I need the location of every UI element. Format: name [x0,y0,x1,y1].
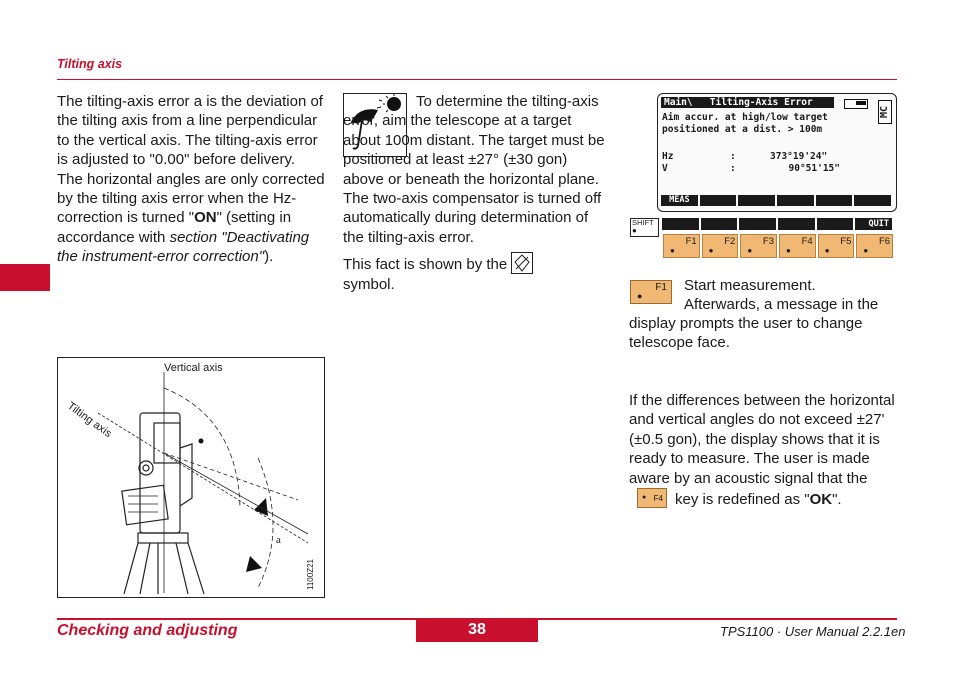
f2-key[interactable]: F2 ● [702,234,739,258]
v-label: V [662,163,668,174]
f1-key[interactable]: F1 ● [663,234,700,258]
ok-value: OK [809,491,833,509]
intro-text [57,92,329,267]
v-separator: : [730,163,736,174]
vertical-axis-label: Vertical axis [164,362,223,374]
display-line-1: Aim accur. at high/low target [662,112,828,123]
function-keys [663,234,893,258]
section-reference: section "Deactivating the instrument-error correction" [57,228,310,266]
procedure-paragraph: To determine the tilting-axis error, aim the telescope at a target about 100m distant. The target must be positioned at least ±27° (±30 gon) above or beneath the horizontal plane. The two-axis compensator is turned off automatically during determination of the tilting-axis error. [343,93,605,246]
side-tab-marker [0,264,50,291]
key-dot-icon: ● [824,246,830,255]
change-face-text: display prompts the user to change telescope face. [629,315,863,352]
start-measurement-text: Start measurement. Afterwards, a message in the [684,277,879,314]
shift-key[interactable]: SHIFT ● [630,218,659,237]
tilting-axis-label: Tilting axis [64,400,114,441]
instrument-display [657,93,897,212]
softkey-3[interactable] [738,195,775,206]
softkey-4[interactable] [777,195,814,206]
figure-code: 1100Z21 [306,559,315,590]
ready-to-measure-text: If the differences between the horizontal and vertical angles do not exceed ±27' (±0.5 gon), the display shows that it is ready to measure. The user is made aware by an acoustic signal that the F4 ● key is redefined as "OK". [629,392,895,509]
softkey-row [661,195,891,206]
battery-icon [844,99,868,109]
key-dot-icon: ● [747,246,753,255]
angle-label: a [276,534,281,546]
key-dot-icon: ● [708,246,714,255]
f5-key[interactable]: F5 ● [818,234,855,258]
hz-value: 373°19'24" [770,151,828,162]
softkey-5[interactable] [816,195,853,206]
quit-label: QUIT [855,218,892,230]
hz-separator: : [730,151,736,162]
key-dot-icon: ● [632,226,637,235]
hz-correction-paragraph: The horizontal angles are only corrected by the tilting axis error when the Hz-correction is turned "ON" (setting in accordance with section "Deactivating the instrument-error correction"). [57,170,325,266]
f4-key-icon: F4 ● [637,488,667,508]
intro-paragraph: The tilting-axis error a is the deviation of the tilting axis from a line perpendicular to the vertical axis. The tilting-axis error is adjusted to "0.00" before delivery. [57,93,323,169]
display-line-2: positioned at a dist. > 100m [662,124,823,135]
softkey-meas[interactable]: MEAS [661,195,698,206]
hz-label: Hz [662,151,674,162]
compensator-off-icon [511,252,533,274]
symbol-paragraph: This fact is shown by the symbol. [343,252,611,294]
page-number: 38 [416,619,538,642]
v-value: 90°51'15" [788,163,840,174]
key-dot-icon: ● [863,246,869,255]
key-dot-icon: ● [670,246,675,255]
section-header: Tilting axis [57,57,123,71]
tilting-axis-figure [57,357,325,598]
manual-title: TPS1100 · User Manual 2.2.1en [720,624,906,639]
display-title: Main\ Tilting-Axis Error [661,97,834,108]
mc-indicator: MC [878,100,892,124]
f4-key[interactable]: F4 ● [779,234,816,258]
header-rule [57,79,897,80]
f6-key[interactable]: F6 ● [856,234,893,258]
key-dot-icon: ● [786,246,791,255]
procedure-text [343,92,611,294]
chapter-title: Checking and adjusting [57,622,238,639]
f3-key[interactable]: F3 ● [740,234,777,258]
f1-key-icon: F1 ● [630,280,672,304]
on-value: ON [194,209,217,227]
shift-key-labels [662,218,892,230]
softkey-6[interactable] [854,195,891,206]
softkey-2[interactable] [700,195,737,206]
